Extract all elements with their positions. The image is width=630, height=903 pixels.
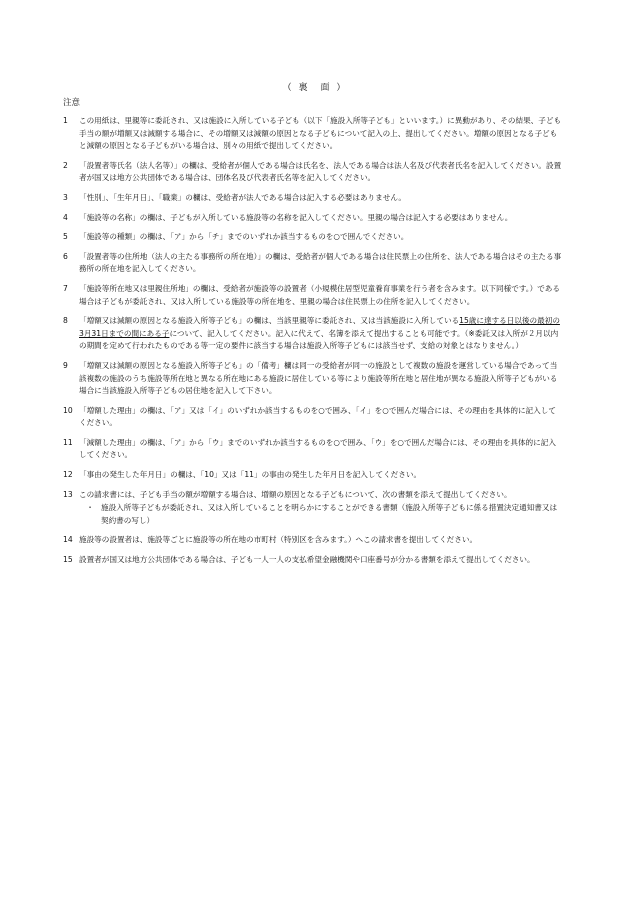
note-number: 7 <box>63 283 68 293</box>
note-text: この請求書には、子ども手当の額が増額する場合は、増額の原因となる子どもについて、次の書類を添えて提出してください。 <box>79 489 512 499</box>
sub-item <box>79 502 563 527</box>
note-9 <box>63 360 563 398</box>
note-body <box>79 489 563 528</box>
note-text: 「事由の発生した年月日」の欄は、「10」又は「11」の事由の発生した年月日を記入してください。 <box>79 470 422 480</box>
note-text: 「設置者等氏名（法人名等）」の欄は、受給者が個人である場合は氏名を、法人である場合は法人名及び代表者氏名を記入してください。設置者が国又は地方公共団体である場合は、団体名及び代表者氏名等を記入してください。 <box>79 160 562 183</box>
note-15 <box>63 554 563 567</box>
note-6 <box>63 251 563 276</box>
note-text: 設置者が国又は地方公共団体である場合は、子ども一人一人の支払希望金融機関や口座番号が分かる書類を添えて提出してください。 <box>79 555 535 565</box>
note-text: 施設等の設置者は、施設等ごとに施設等の所在地の市町村（特別区を含みます。）へこの請求書を提出してください。 <box>79 535 478 545</box>
note-number: 3 <box>63 192 68 202</box>
note-number: 9 <box>63 360 68 370</box>
note-number: 5 <box>63 232 68 242</box>
note-number: 10 <box>63 405 73 415</box>
note-number: 4 <box>63 212 68 222</box>
note-3 <box>63 192 563 205</box>
note-5 <box>63 231 563 244</box>
sub-item-text: 施設入所等子どもが委託され、又は入所していることを明らかにすることができる書類（施設入所等子どもに係る措置決定通知書又は契約書の写し） <box>101 503 558 525</box>
note-number: 6 <box>63 251 68 261</box>
note-text: 「増額した理由」の欄は、「ア」又は「イ」のいずれか該当するものを○で囲み、「イ」を○で囲んだ場合には、その理由を具体的に記入してください。 <box>79 405 556 428</box>
note-number: 14 <box>63 535 73 545</box>
note-number: 2 <box>63 160 68 170</box>
notes-list <box>63 115 563 574</box>
note-7 <box>63 283 563 308</box>
note-1 <box>63 115 563 153</box>
note-text: 「設置者等の住所地（法人の主たる事務所の所在地）」の欄は、受給者が個人である場合は住民票上の住所を、法人である場合はその主たる事務所の所在地を記入してください。 <box>79 251 562 274</box>
note-text: 「減額した理由」の欄は、「ア」から「ウ」までのいずれか該当するものを○で囲み、「ウ」を○で囲んだ場合には、その理由を具体的に記入してください。 <box>79 437 556 460</box>
note-text-post: について、記入してください。記入に代えて、名簿を添えて提出することも可能です。（※委託又は入所が２月以内の期間を定めて行われたものである等一定の要件に該当する場合は施設入所等子どもには該当せず、支給の対象とはなりません。） <box>79 328 559 351</box>
note-14 <box>63 534 563 547</box>
note-text: 「施設等の名称」の欄は、子どもが入所している施設等の名称を記入してください。里親の場合は記入する必要はありません。 <box>79 212 513 222</box>
note-2 <box>63 160 563 185</box>
underlined-phrase: 15歳に達する日以後の最初の3月31日までの間にある子 <box>79 316 560 338</box>
note-number: 1 <box>63 116 68 125</box>
note-text-pre: 「増額又は減額の原因となる施設入所等子ども」の欄は、当該里親等に委託され、又は当該施設に入所している <box>79 316 460 326</box>
note-text: 「増額又は減額の原因となる施設入所等子ども」の「備考」欄は同一の受給者が同一の施設として複数の施設を運営している場合であって当該複数の施設のうち施設等所在地と異なる所在地にある施設に居住している等により施設等所在地と居住地が異なる施設入所等子どもがいる場合に当該施設入所等子どもの居住地を記入して下さい。 <box>79 360 558 396</box>
note-13 <box>63 489 563 528</box>
note-4 <box>63 212 563 225</box>
note-text: 「施設等所在地又は里親住所地」の欄は、受給者が施設等の設置者（小規模住居型児童養育事業を行う者を含みます。以下同様です。）である場合は子どもが委託され、又は入所している施設等の所在地を、里親の場合は住民票上の住所を記入してください。 <box>79 283 560 306</box>
note-number: 8 <box>63 316 68 326</box>
note-11 <box>63 437 563 462</box>
note-text: この用紙は、里親等に委託され、又は施設に入所している子ども（以下「施設入所等子ども」といいます。）に異動があり、その結果、子ども手当の額が増額又は減額する場合に、その増額又は減額の原因となる子どもについて記入の上、提出してください。増額の原因となる子どもと減額の原因となる子どもがいる場合は、別々の用紙で提出してください。 <box>79 116 562 151</box>
note-text: 「性別」、「生年月日」、「職業」の欄は、受給者が法人である場合は記入する必要はありません。 <box>79 192 406 202</box>
note-number: 13 <box>63 489 73 499</box>
bullet-mark: ・ <box>86 503 94 513</box>
note-text: 「施設等の種類」の欄は、「ア」から「チ」までのいずれか該当するものを○で囲んでください。 <box>79 232 409 242</box>
note-number: 12 <box>63 470 73 480</box>
note-text <box>79 315 563 353</box>
note-10 <box>63 405 563 430</box>
note-12 <box>63 469 563 482</box>
note-number: 15 <box>63 555 73 565</box>
page-title: （ 裏 面 ） <box>282 83 348 93</box>
note-number: 11 <box>63 437 73 447</box>
note-8 <box>63 315 563 353</box>
notes-heading: 注意 <box>63 98 81 108</box>
